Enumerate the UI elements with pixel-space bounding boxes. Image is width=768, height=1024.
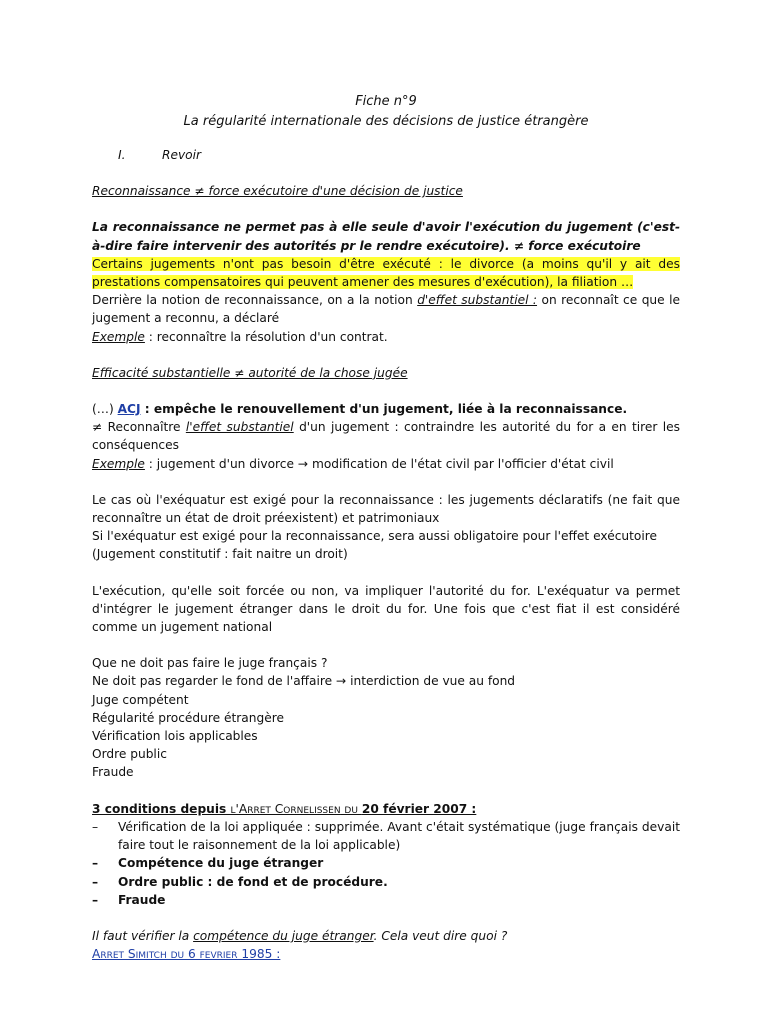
condition-text: Compétence du juge étranger — [118, 856, 324, 871]
example-label: Exemple — [92, 329, 145, 344]
list-item: Juge compétent — [92, 692, 189, 707]
dash-bullet: – — [92, 819, 99, 834]
final-question — [92, 927, 680, 945]
section-title: Revoir — [162, 148, 202, 162]
effet-substantiel-term: l'effet substantiel — [185, 420, 294, 435]
effet-substantiel-term: d'effet substantiel : — [417, 293, 538, 308]
list-item: Fraude — [92, 765, 134, 780]
condition-item — [92, 873, 680, 891]
paragraph-exequatur: Le cas où l'exéquatur est exigé pour la reconnaissance : les jugements déclaratifs (ne fait que reconnaître un état de droit préexistent) et patrimoniaux — [92, 492, 680, 526]
page-title: La régularité internationale des décisions de justice étrangère — [183, 114, 589, 129]
paragraph-exequatur-line3: (Jugement constitutif : fait naitre un droit) — [92, 547, 348, 562]
heading-reconnaissance: Reconnaissance ≠ force exécutoire d'une décision de justice — [92, 184, 463, 199]
conditions-heading — [92, 800, 680, 818]
example-line — [92, 328, 680, 346]
dash-bullet: – — [92, 856, 99, 871]
paragraph-execution: L'exécution, qu'elle soit forcée ou non, va impliquer l'autorité du for. L'exéquatur va permet d'intégrer le jugement étranger dans le droit du for. Une fois que c'est fiat il est considéré comme un jugement national — [92, 583, 680, 635]
competence-term: compétence du juge étranger — [193, 928, 374, 943]
highlighted-paragraph — [92, 255, 680, 291]
text-span: d'un jugement : contraindre les autorité du for a en tirer les conséquences — [92, 420, 680, 453]
list-item: Régularité procédure étrangère — [92, 710, 284, 725]
dash-bullet: – — [92, 874, 99, 889]
text-span: du — [340, 801, 362, 816]
section-number: I. — [118, 148, 126, 162]
section-heading — [92, 146, 680, 164]
list-item: Ne doit pas regarder le fond de l'affaire → interdiction de vue au fond — [92, 674, 516, 689]
acj-label: ACJ — [117, 402, 141, 417]
text-span: : reconnaître la résolution d'un contrat. — [144, 329, 388, 344]
condition-text: Fraude — [118, 892, 166, 907]
text-span: Il faut vérifier la — [92, 928, 194, 943]
text-span: on reconnaît ce que le jugement a reconnu, a déclaré — [92, 293, 680, 326]
condition-text: Vérification de la loi appliquée : supprimée. Avant c'était systématique (juge français devait faire tout le raisonnement de la loi applicable) — [118, 819, 680, 853]
fiche-number: Fiche n°9 — [355, 94, 417, 109]
condition-item — [92, 891, 680, 909]
arret-simitch: Arret Simitch du 6 fevrier 1985 : — [92, 947, 281, 962]
condition-text: Ordre public : de fond et de procédure. — [118, 874, 388, 889]
list-item: Ordre public — [92, 747, 167, 762]
paragraph-effet-substantiel — [92, 291, 680, 327]
acj-line — [92, 400, 680, 418]
text-span: 3 conditions depuis — [92, 801, 231, 816]
text-span: (…) — [92, 402, 118, 417]
paragraph-reconnaitre — [92, 418, 680, 454]
question-juge: Que ne doit pas faire le juge français ? — [92, 656, 328, 671]
example-line — [92, 455, 680, 473]
condition-item — [92, 854, 680, 872]
paragraph-reconnaissance: La reconnaissance ne permet pas à elle seule d'avoir l'exécution du jugement (c'est-à-dire faire intervenir des autorités pr le rendre exécutoire). ≠ force exécutoire — [92, 220, 680, 253]
dash-bullet: – — [92, 892, 99, 907]
arret-date: 20 février 2007 : — [361, 801, 477, 816]
example-label: Exemple — [92, 456, 145, 471]
acj-text: : empêche le renouvellement d'un jugement, liée à la reconnaissance. — [140, 402, 628, 417]
text-span: . Cela veut dire quoi ? — [373, 928, 508, 943]
text-span: Derrière la notion de reconnaissance, on a la notion — [92, 293, 418, 308]
arret-cornelissen: l'Arret Cornelissen — [230, 801, 341, 816]
heading-efficacite: Efficacité substantielle ≠ autorité de la chose jugée — [92, 365, 408, 380]
paragraph-exequatur-line2: Si l'exéquatur est exigé pour la reconnaissance, sera aussi obligatoire pour l'effet exécutoire — [92, 529, 657, 544]
text-span: ≠ Reconnaître — [92, 420, 186, 435]
highlight-text: Certains jugements n'ont pas besoin d'être exécuté : le divorce (a moins qu'il y ait des prestations compensatoires qui peuvent amener des mesures d'exécution), la filiation … — [92, 256, 680, 290]
list-item: Vérification lois applicables — [92, 729, 258, 744]
condition-item — [92, 818, 680, 854]
text-span: : jugement d'un divorce → modification de l'état civil par l'officier d'état civil — [144, 456, 614, 471]
